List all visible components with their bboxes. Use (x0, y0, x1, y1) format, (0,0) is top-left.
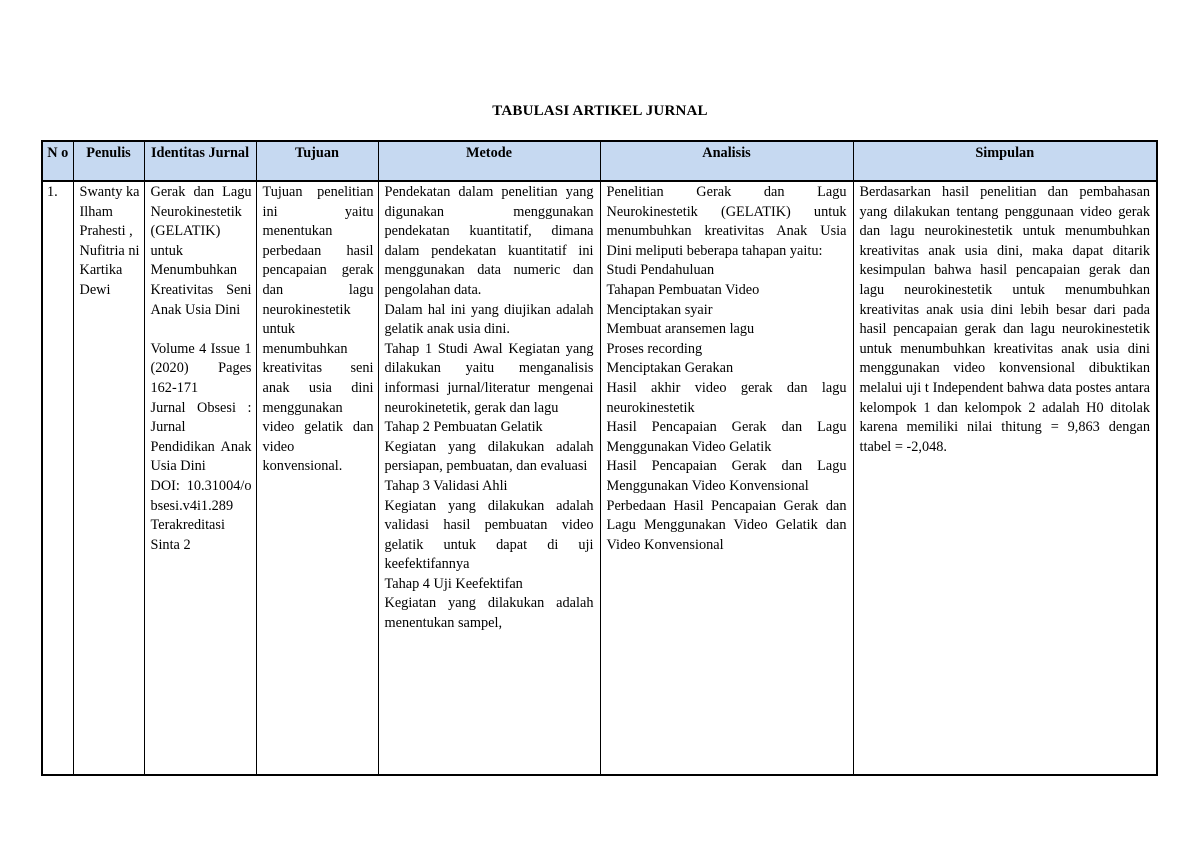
cell-analisis (600, 181, 853, 775)
header-metode: Metode (378, 141, 600, 181)
header-tujuan: Tujuan (256, 141, 378, 181)
metode-paragraph: Pendekatan dalam penelitian yang digunakan menggunakan pendekatan kuantitatif, dimana dalam pendekatan kuantitatif ini menggunakan data numeric dan pengolahan data. (384, 184, 594, 298)
analisis-paragraph: Tahapan Pembuatan Video (606, 281, 760, 298)
metode-paragraph: Dalam hal ini yang diujikan adalah gelatik anak usia dini. (384, 301, 594, 338)
analisis-paragraph: Menciptakan Gerakan (606, 360, 734, 377)
cell-no: 1. (42, 181, 73, 775)
analisis-paragraph: Hasil Pencapaian Gerak dan Lagu Menggunakan Video Gelatik (606, 419, 847, 455)
journal-tabulation-table (41, 140, 1158, 776)
header-analisis: Analisis (600, 141, 853, 181)
header-identitas: Identitas Jurnal (144, 141, 256, 181)
analisis-paragraph: Studi Pendahuluan (606, 262, 715, 279)
penulis-line: Kartika Dewi (79, 262, 123, 298)
metode-paragraph: Tahap 1 Studi Awal Kegiatan yang dilakukan yaitu menganalisis informasi jurnal/literatur mengenai neurokinetetik, gerak dan lagu (384, 340, 594, 416)
penulis-line: Swanty ka (79, 184, 140, 200)
cell-identitas (144, 181, 256, 775)
penulis-line: Ilham Prahesti , (79, 203, 133, 240)
identitas-jurnal: Jurnal Obsesi : Jurnal Pendidikan Anak Usia Dini (150, 399, 252, 475)
identitas-judul: Gerak dan Lagu Neurokinestetik (GELATIK) untuk Menumbuhkan Kreativitas Seni Anak Usia Dini (150, 184, 252, 318)
metode-paragraph: Tahap 4 Uji Keefektifan (384, 575, 523, 592)
header-penulis: Penulis (73, 141, 144, 181)
analisis-paragraph: Menciptakan syair (606, 301, 713, 318)
identitas-doi: DOI: 10.31004/obsesi.v4i1.289 (150, 477, 252, 514)
identitas-akreditasi: Terakreditasi Sinta 2 (150, 517, 225, 553)
header-simpulan: Simpulan (853, 141, 1157, 181)
cell-simpulan: Berdasarkan hasil penelitian dan pembahasan yang dilakukan tentang penggunaan video gerak dan lagu neurokinestetik untuk menumbuhkan kreativitas anak usia dini, maka dapat ditarik kesimpulan bahwa hasil pencapaian gerak dan lagu neurokinestetik untuk menumbuhkan kreativitas anak usia dini lebih besar dari pada hasil pencapaian gerak dan lagu neurokinestetik untuk menumbuhkan kreativitas anak usia dini menggunakan video konvensional dibuktikan melalui uji t Independent bahwa data postes antara kelompok 1 dan kelompok 2 adalah H0 ditolak karena memiliki nilai thitung = 9,863 dengan ttabel = -2,048. (853, 181, 1157, 775)
metode-paragraph: Kegiatan yang dilakukan adalah validasi hasil pembuatan video gelatik untuk dapat di uji keefektifannya (384, 497, 594, 573)
cell-metode (378, 181, 600, 775)
analisis-paragraph: Hasil Pencapaian Gerak dan Lagu Menggunakan Video Konvensional (606, 458, 847, 494)
document-title: TABULASI ARTIKEL JURNAL (492, 103, 708, 119)
analisis-paragraph: Membuat aransemen lagu (606, 321, 755, 338)
identitas-volume: Volume 4 Issue 1 (2020) Pages 162-171 (150, 340, 252, 396)
paragraph-gap (151, 320, 252, 340)
analisis-paragraph: Hasil akhir video gerak dan lagu neurokinestetik (606, 379, 847, 416)
cell-tujuan: Tujuan penelitian ini yaitu menentukan perbedaan hasil pencapaian gerak dan lagu neurokinestetik untuk menumbuhkan kreativitas seni anak usia dini menggunakan video gelatik dan video konvensional. (256, 181, 378, 775)
metode-paragraph: Tahap 2 Pembuatan Gelatik (384, 419, 543, 436)
table-header-row (42, 141, 1157, 181)
penulis-line: Nufitria ni (79, 242, 140, 259)
metode-paragraph: Kegiatan yang dilakukan adalah persiapan, pembuatan, dan evaluasi (384, 438, 594, 475)
metode-paragraph: Tahap 3 Validasi Ahli (384, 477, 508, 494)
metode-paragraph: Kegiatan yang dilakukan adalah menentukan sampel, (384, 595, 594, 632)
analisis-paragraph: Proses recording (606, 340, 703, 357)
cell-penulis (73, 181, 144, 775)
analisis-paragraph: Penelitian Gerak dan Lagu Neurokinestetik (GELATIK) untuk menumbuhkan kreativitas Anak Usia Dini meliputi beberapa tahapan yaitu: (606, 184, 847, 259)
header-no: N o (42, 141, 73, 181)
table-row (42, 181, 1157, 775)
analisis-paragraph: Perbedaan Hasil Pencapaian Gerak dan Lagu Menggunakan Video Gelatik dan Video Konvensional (606, 497, 847, 553)
